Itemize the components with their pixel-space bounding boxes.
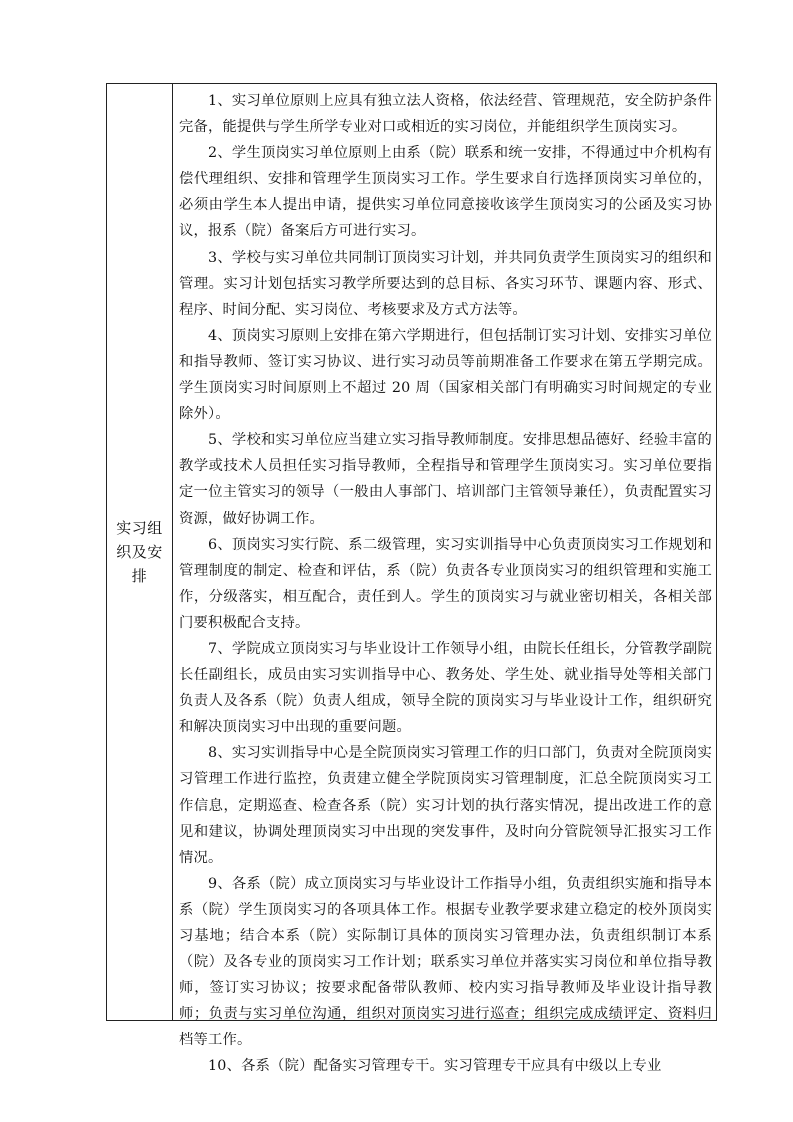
paragraph-10: 10、各系（院）配备实习管理专干。实习管理专干应具有中级以上专业 [208, 1058, 662, 1075]
paragraph-2: 2、学生顶岗实习单位原则上由系（院）联系和统一安排，不得通过中介机构有偿代理组织、安排和管理学生顶岗实习工作。学生要求自行选择顶岗实习单位的，必须由学生本人提出申请，提供实习单位同意接收该学生顶岗实习的公函及实习协议，报系（院）备案后方可进行实习。 [179, 145, 712, 240]
arrangement-table [106, 83, 717, 1075]
paragraph-8: 8、实习实训指导中心是全院顶岗实习管理工作的归口部门，负责对全院顶岗实习管理工作进行监控，负责建立健全学院顶岗实习管理制度，汇总全院顶岗实习工作信息，定期巡查、检查各系（院）实习计划的执行落实情况，提出改进工作的意见和建议，协调处理顶岗实习中出现的突发事件，及时向分管院领导汇报实习工作情况。 [179, 745, 712, 866]
paragraph-7: 7、学院成立顶岗实习与毕业设计工作领导小组，由院长任组长，分管教学副院长任副组长，成员由实习实训指导中心、教务处、学生处、就业指导处等相关部门负责人及各系（院）负责人组成，领导全院的顶岗实习与毕业设计工作，组织研究和解决顶岗实习中出现的重要问题。 [179, 640, 712, 736]
paragraph-1: 1、实习单位原则上应具有独立法人资格，依法经营、管理规范，安全防护条件完备，能提供与学生所学专业对口或相近的实习岗位，并能组织学生顶岗实习。 [179, 93, 712, 136]
paragraph-4: 4、顶岗实习原则上安排在第六学期进行，但包括制订实习计划、安排实习单位和指导教师、签订实习协议、进行实习动员等前期准备工作要求在第五学期完成。学生顶岗实习时间原则上不超过 20 周（国家相关部门有明确实习时间规定的专业除外）。 [179, 327, 712, 423]
paragraph-6: 6、顶岗实习实行院、系二级管理，实习实训指导中心负责顶岗实习工作规划和管理制度的制定、检查和评估，系（院）负责各专业顶岗实习的组织管理和实施工作，分级落实，相互配合，责任到人。学生的顶岗实习与就业密切相关，各相关部门要积极配合支持。 [179, 536, 712, 631]
content-cell [179, 88, 712, 1080]
paragraph-5: 5、学校和实习单位应当建立实习指导教师制度。安排思想品德好、经验丰富的教学或技术人员担任实习指导教师，全程指导和管理学生顶岗实习。实习单位要指定一位主管实习的领导（一般由人事部门、培训部门主管领导兼任），负责配置实习资源，做好协调工作。 [179, 432, 712, 527]
column-divider [172, 84, 173, 1020]
row-label: 实习组织及安排 [116, 519, 163, 585]
row-label-cell [107, 84, 172, 1020]
paragraph-3: 3、学校与实习单位共同制订顶岗实习计划，并共同负责学生顶岗实习的组织和管理。实习计划包括实习教学所要达到的总目标、各实习环节、课题内容、形式、程序、时间分配、实习岗位、考核要求及方式方法等。 [179, 249, 712, 318]
paragraph-9: 9、各系（院）成立顶岗实习与毕业设计工作指导小组，负责组织实施和指导本系（院）学生顶岗实习的各项具体工作。根据专业教学要求建立稳定的校外顶岗实习基地；结合本系（院）实际制订具体的顶岗实习管理办法，负责组织制订本系（院）及各专业的顶岗实习工作计划；联系实习单位并落实实习岗位和单位指导教师，签订实习协议；按要求配备带队教师、校内实习指导教师及毕业设计指导教师；负责与实习单位沟通，组织对顶岗实习进行巡查；组织完成成绩评定、资料归档等工作。 [179, 875, 712, 1049]
